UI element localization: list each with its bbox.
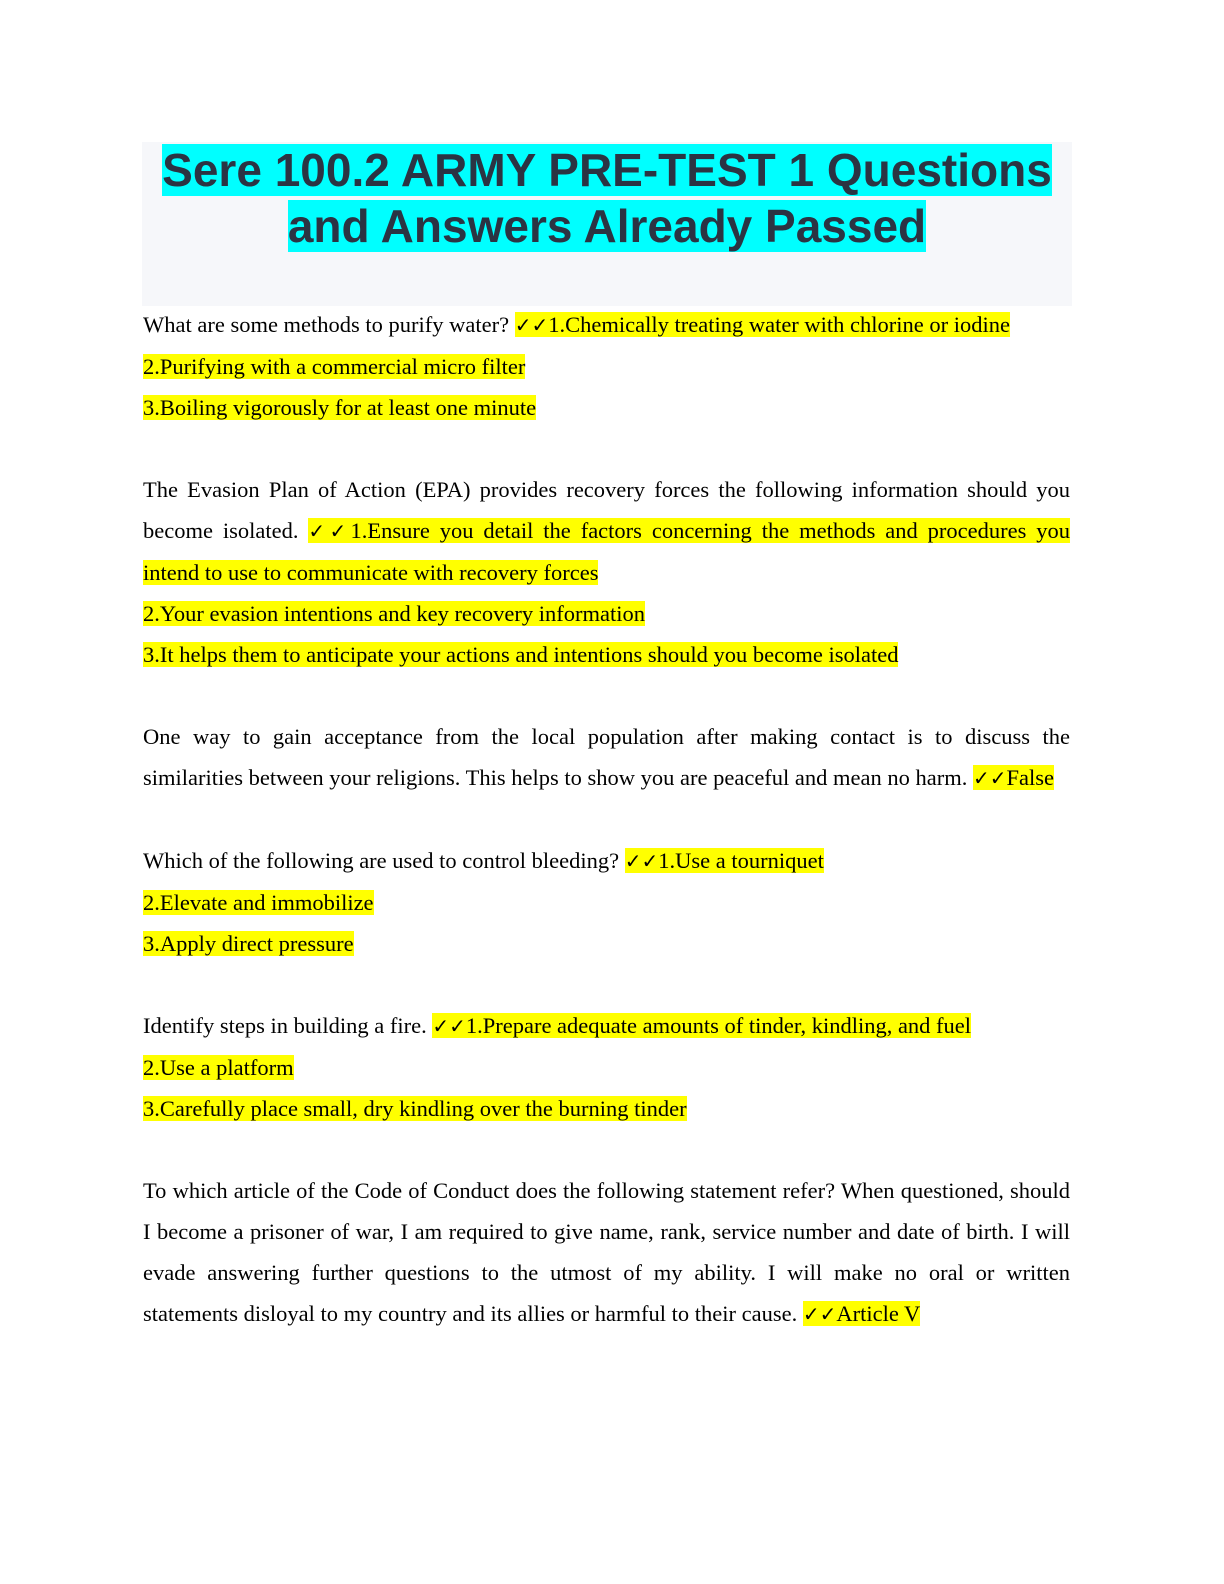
question-text: Which of the following are used to control bleeding? bbox=[143, 848, 620, 873]
answer-line bbox=[143, 1088, 1070, 1129]
answer-highlight bbox=[973, 765, 1054, 790]
answer-line bbox=[143, 387, 1070, 428]
answer-text: 1.Use a tourniquet bbox=[658, 848, 824, 873]
answer-text: 2.Elevate and immobilize bbox=[143, 890, 374, 915]
question-text: To which article of the Code of Conduct does the following statement refer? When questioned, should I become a prisoner of war, I am required to give name, rank, service number and date of birth. I will evade answering further questions to the utmost of my ability. I will make no oral or written statements disloyal to my country and its allies or harmful to their cause. bbox=[143, 1178, 1070, 1326]
answer-text: 2.Your evasion intentions and key recovery information bbox=[143, 601, 645, 626]
answer-line bbox=[143, 634, 1070, 675]
answer-highlight bbox=[625, 848, 824, 873]
check-mark-icon: ✓✓ bbox=[973, 766, 1007, 790]
question-text: The Evasion Plan of Action (EPA) provides recovery forces the following information should you become isolated. bbox=[143, 477, 1070, 543]
answer-highlight bbox=[803, 1301, 920, 1326]
question-4 bbox=[143, 840, 1070, 882]
qa-item bbox=[143, 1170, 1070, 1335]
answer-text: 3.Apply direct pressure bbox=[143, 931, 354, 956]
check-mark-icon: ✓✓ bbox=[802, 1302, 837, 1326]
qa-item bbox=[143, 716, 1070, 799]
check-mark-icon: ✓✓ bbox=[308, 519, 351, 543]
check-mark-icon: ✓✓ bbox=[514, 313, 549, 337]
answer-text: 1.Ensure you detail the factors concerning the methods and procedures you intend to use to communicate with recovery forces bbox=[143, 518, 1071, 585]
answer-text: 1.Prepare adequate amounts of tinder, kindling, and fuel bbox=[465, 1013, 972, 1038]
qa-item bbox=[143, 469, 1070, 675]
title-line-1: Sere 100.2 ARMY PRE-TEST 1 Questions bbox=[162, 144, 1052, 196]
question-text: What are some methods to purify water? bbox=[143, 312, 510, 337]
answer-text: 2.Use a platform bbox=[143, 1055, 294, 1080]
answer-text: 2.Purifying with a commercial micro filter bbox=[143, 354, 526, 379]
answer-text: Article V bbox=[836, 1301, 921, 1326]
answer-line bbox=[143, 1047, 1070, 1088]
answer-line bbox=[143, 923, 1070, 964]
answer-text: 3.Carefully place small, dry kindling over the burning tinder bbox=[143, 1096, 687, 1121]
document-title bbox=[142, 142, 1072, 254]
qa-list bbox=[143, 304, 1070, 1376]
question-text: One way to gain acceptance from the local population after making contact is to discuss the similarities between your religions. This helps to show you are peaceful and mean no harm. bbox=[143, 724, 1070, 790]
question-5 bbox=[143, 1005, 1070, 1047]
answer-line bbox=[143, 346, 1070, 387]
qa-item bbox=[143, 1005, 1070, 1129]
title-line-2: and Answers Already Passed bbox=[287, 200, 927, 252]
question-text: Identify steps in building a fire. bbox=[143, 1013, 427, 1038]
answer-text: False bbox=[1006, 765, 1055, 790]
check-mark-icon: ✓✓ bbox=[624, 849, 659, 873]
qa-item bbox=[143, 840, 1070, 964]
question-1 bbox=[143, 304, 1070, 346]
answer-text: 3.Boiling vigorously for at least one minute bbox=[143, 395, 537, 420]
question-6 bbox=[143, 1170, 1070, 1335]
answer-text: 1.Chemically treating water with chlorine or iodine bbox=[548, 312, 1010, 337]
check-mark-icon: ✓✓ bbox=[432, 1014, 466, 1038]
title-block bbox=[142, 142, 1072, 306]
answer-line bbox=[143, 593, 1070, 634]
answer-highlight bbox=[432, 1013, 971, 1038]
question-2 bbox=[143, 469, 1070, 593]
qa-item bbox=[143, 304, 1070, 428]
answer-line bbox=[143, 882, 1070, 923]
answer-highlight bbox=[515, 312, 1010, 337]
question-3 bbox=[143, 716, 1070, 799]
answer-text: 3.It helps them to anticipate your actions and intentions should you become isolated bbox=[143, 642, 899, 667]
